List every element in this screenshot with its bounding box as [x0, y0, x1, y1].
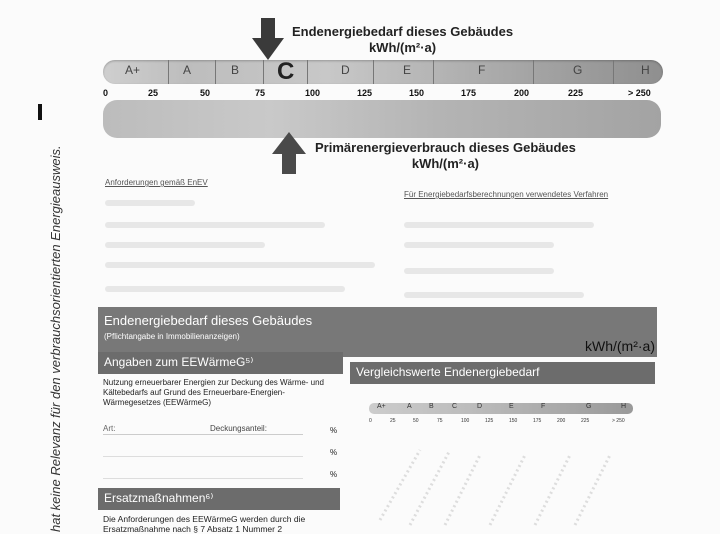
pct-sign: %	[330, 470, 338, 479]
mini-tick: 175	[533, 418, 542, 424]
endenergie-bar-title: Endenergiebedarf dieses Gebäudes	[104, 313, 313, 328]
primaerenergie-scale	[103, 100, 661, 138]
scale-tick: > 250	[628, 88, 651, 98]
arrow-down-icon	[252, 18, 284, 60]
primaerenergie-scale-label	[315, 140, 576, 172]
scale-tick: 225	[568, 88, 584, 98]
mini-tick: 125	[485, 418, 494, 424]
mini-tick: 100	[461, 418, 470, 424]
scale-tick: 125	[357, 88, 373, 98]
endenergie-bar-unit: kWh/(m²·a)	[585, 338, 655, 354]
mini-class-label: F	[541, 403, 546, 410]
endenergie-bar	[98, 307, 657, 357]
ersatzmassnahmen-title: Ersatzmaßnahmen⁶⁾	[104, 491, 214, 505]
scale-tick: 75	[255, 88, 266, 98]
mini-tick: 50	[413, 418, 419, 424]
endenergie-bar-subtitle: (Pflichtangabe in Immobilienanzeigen)	[104, 332, 240, 341]
primaerenergie-label-line1: Primärenergieverbrauch dieses Gebäudes	[315, 140, 576, 155]
scale-tick: 50	[200, 88, 211, 98]
primaerenergie-label-line2: kWh/(m²·a)	[411, 156, 480, 171]
mini-class-label: B	[429, 403, 434, 410]
vergleich-scale	[369, 403, 633, 414]
vergleichswerte-title: Vergleichswerte Endenergiebedarf	[356, 365, 540, 379]
mini-class-label: A+	[377, 403, 386, 410]
scale-tick: 150	[409, 88, 425, 98]
endenergie-label-line2: kWh/(m²·a)	[368, 40, 437, 55]
ersatz-desc-line1: Die Anforderungen des EEWärmeG werden durch die	[103, 514, 306, 524]
class-label: F	[478, 63, 486, 77]
scale-tick: 100	[305, 88, 321, 98]
class-label-highlight: C	[277, 58, 295, 85]
eewaermeg-description: Nutzung erneuerbarer Energien zur Deckung des Wärme- und Kältebedarfs auf Grund des Erneuerbare-Energien-Wärmegesetzes (EEWärmeG)	[103, 378, 325, 407]
requirements-heading: Anforderungen gemäß EnEV	[105, 178, 208, 187]
mini-tick: 200	[557, 418, 566, 424]
eewaermeg-art-label: Art:	[103, 424, 116, 433]
class-label: A	[183, 63, 192, 77]
mini-tick: 0	[369, 418, 372, 424]
ersatz-desc-line2: Ersatzmaßnahme nach § 7 Absatz 1 Nummer 2	[103, 524, 283, 534]
method-heading: Für Energiebedarfsberechnungen verwendetes Verfahren	[404, 190, 609, 199]
mini-class-label: H	[621, 403, 627, 410]
class-label: B	[231, 63, 240, 77]
side-note	[44, 72, 64, 532]
eewaermeg-title: Angaben zum EEWärmeG⁵⁾	[104, 355, 254, 369]
mini-class-label: G	[586, 403, 592, 410]
class-label: H	[641, 63, 650, 77]
vergleich-reference-lines	[360, 430, 650, 530]
scale-tick: 200	[514, 88, 530, 98]
side-note-text: hat keine Relevanz für den verbrauchsorientierten Energieausweis.	[48, 145, 63, 532]
endenergie-scale-label	[292, 24, 513, 56]
endenergie-label-line1: Endenergiebedarf dieses Gebäudes	[292, 24, 514, 39]
class-label: A+	[125, 63, 141, 77]
scale-tick: 175	[461, 88, 477, 98]
scale-tick: 25	[148, 88, 159, 98]
ersatzmassnahmen-header	[98, 488, 340, 510]
class-label: G	[573, 63, 583, 77]
scale-tick: 0	[103, 88, 109, 98]
mini-tick: 25	[390, 418, 396, 424]
mini-class-label: D	[477, 403, 483, 410]
mini-class-label: E	[509, 403, 514, 410]
pct-sign: %	[330, 448, 338, 457]
vergleichswerte-header	[350, 362, 655, 384]
mini-tick: 150	[509, 418, 518, 424]
eewaermeg-header	[98, 352, 343, 374]
eewaermeg-deckung-label: Deckungsanteil:	[210, 424, 267, 433]
arrow-up-icon	[272, 132, 306, 174]
class-label: E	[403, 63, 412, 77]
pct-sign: %	[330, 426, 338, 435]
mini-class-label: C	[452, 403, 458, 410]
mini-class-label: A	[407, 403, 412, 410]
class-label: D	[341, 63, 350, 77]
mini-tick: 75	[437, 418, 443, 424]
mini-tick: > 250	[612, 418, 625, 424]
margin-mark	[38, 104, 42, 120]
mini-tick: 225	[581, 418, 590, 424]
energy-scale	[103, 60, 663, 84]
